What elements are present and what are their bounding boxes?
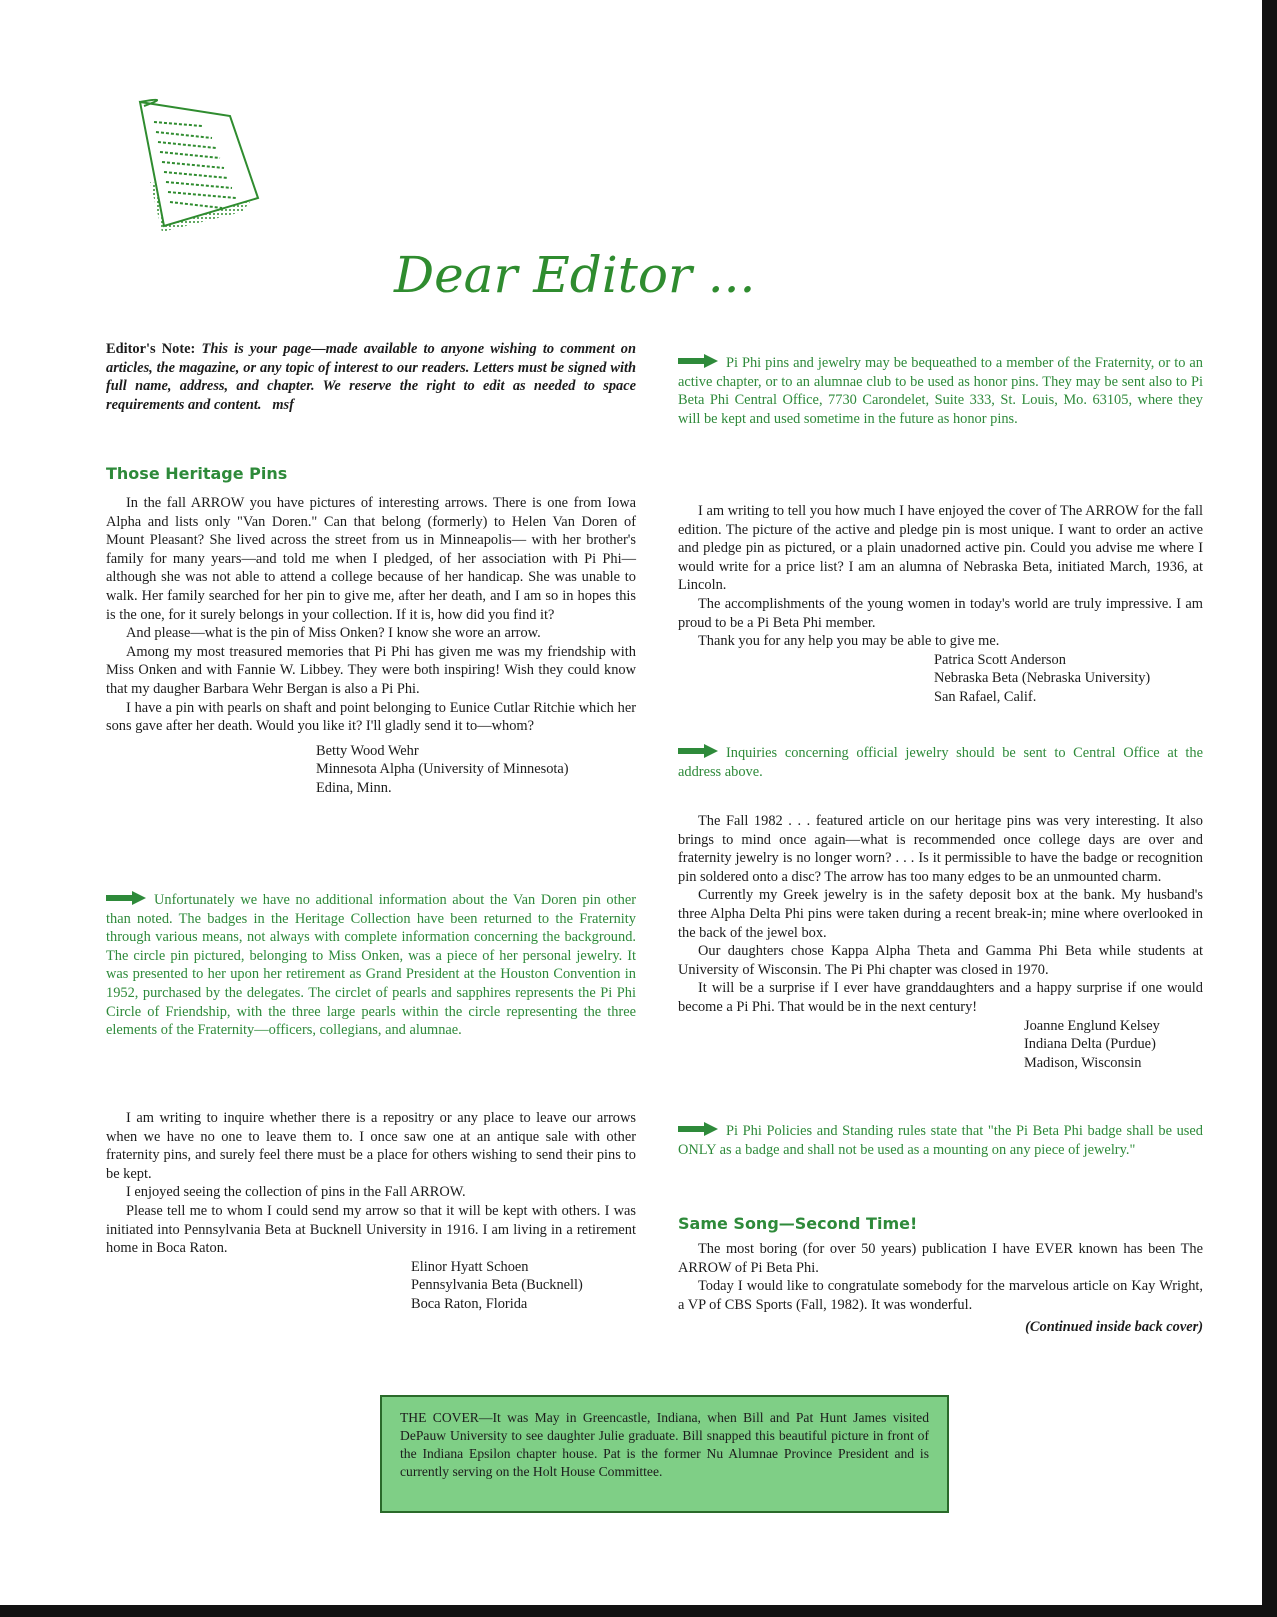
letter-paragraph: I am writing to inquire whether there is a repositry or any place to leave our arrows when we have no one to leave them to. I once saw one at an antique sale with other fraternity pins, and surely feel there must be a place for others wishing to send their pins to be kept. — [106, 1110, 636, 1182]
signature-name: Betty Wood Wehr — [316, 742, 419, 759]
letter-paragraph: I am writing to tell you how much I have enjoyed the cover of The ARROW for the fall edition. The picture of the active and pledge pin is most unique. I want to order an active and pledge pin as pictured, or a plain unadorned active pin. Could you advise me where I would write for a price list? I am an alumna of Nebraska Beta, initiated March, 1936, at Lincoln. — [678, 503, 1203, 594]
signature — [316, 742, 636, 798]
signature-city: Boca Raton, Florida — [411, 1295, 528, 1312]
signature-city: Edina, Minn. — [316, 779, 392, 796]
signature-chapter: Nebraska Beta (Nebraska University) — [934, 670, 1151, 687]
arrow-icon — [678, 744, 718, 758]
reply-text: Pi Phi Policies and Standing rules state that "the Pi Beta Phi badge shall be used ONLY as a badge and shall not be used as a mounting on any piece of jewelry." — [678, 1123, 1203, 1158]
arrow-icon — [678, 1122, 718, 1136]
editors-note-initials: msf — [272, 396, 294, 413]
cover-caption-box — [380, 1395, 949, 1513]
signature-name: Patrica Scott Anderson — [934, 651, 1066, 668]
editor-reply — [678, 744, 1203, 781]
letter-paragraph: Thank you for any help you may be able to give me. — [698, 633, 1000, 650]
signature-city: Madison, Wisconsin — [1024, 1054, 1142, 1071]
letter-paragraph: Our daughters chose Kappa Alpha Theta and Gamma Phi Beta while students at University of Wisconsin. The Pi Phi chapter was closed in 1970. — [678, 943, 1203, 978]
arrow-icon — [106, 891, 146, 905]
same-song-section — [678, 1214, 1203, 1337]
reply-text: Unfortunately we have no additional information about the Van Doren pin other than noted. The badges in the Heritage Collection have been returned to the Fraternity through various means, not always with complete information concerning the background. The circle pin pictured, belonging to Miss Onken, was a piece of her personal jewelry. It was presented to her upon her retirement as Grand President at the Houston Convention in 1952, purchased by the delegates. The circlet of pearls and sapphires represents the Pi Phi Circle of Friendship, with the three large pearls within the circle representing the three elements of the Fraternity—officers, collegians, and alumnae. — [106, 892, 636, 1039]
letter — [106, 1109, 636, 1314]
signature-name: Elinor Hyatt Schoen — [411, 1258, 529, 1275]
editor-reply — [678, 1122, 1203, 1159]
heritage-section — [106, 464, 636, 798]
section-heading: Those Heritage Pins — [106, 464, 288, 483]
section-heading: Same Song—Second Time! — [678, 1214, 918, 1233]
letter-paragraph: Today I would like to congratulate somebody for the marvelous article on Kay Wright, a VP of CBS Sports (Fall, 1982). It was wonderful. — [678, 1278, 1203, 1313]
page-edge-bottom — [0, 1605, 1277, 1617]
cover-caption: THE COVER—It was May in Greencastle, Indiana, when Bill and Pat Hunt James visited DePauw University to see daughter Julie graduate. Bill snapped this beautiful picture in front of the Indiana Epsilon chapter house. Pat is the former Nu Alumnae Province President and is currently serving on the Holt House Committee. — [400, 1410, 929, 1479]
arrow-icon — [678, 354, 718, 368]
letter-paragraph: Among my most treasured memories that Pi Phi has given me was my friendship with Miss Onken and with Fannie W. Libbey. They were both inspiring! Wish they could know that my daugher Barbara Wehr Bergan is also a Pi Phi. — [106, 643, 636, 697]
signature-name: Joanne Englund Kelsey — [1024, 1017, 1160, 1034]
letter — [678, 502, 1203, 707]
letter-paragraph: And please—what is the pin of Miss Onken? I know she wore an arrow. — [126, 625, 541, 642]
signature-chapter: Pennsylvania Beta (Bucknell) — [411, 1277, 583, 1294]
letter-paragraph: The Fall 1982 . . . featured article on our heritage pins was very interesting. It also brings to mind once again—what is recommended once college days are over and fraternity jewelry is no longer worn? . . . Is it permissible to have the badge or recognition pin soldered onto a disc? The arrow has too many edges to be an unmounted charm. — [678, 813, 1203, 885]
letter-paragraph: I have a pin with pearls on shaft and point belonging to Eunice Cutlar Ritchie which her sons gave after her death. Would you like it? I'll gladly send it to—whom? — [106, 699, 636, 735]
editors-note-text: This is your page—made available to anyone wishing to comment on articles, the magazine, or any topic of interest to our readers. Letters must be signed with full name, address, and chapter. We reserve the right to edit as needed to space requirements and content. — [106, 341, 636, 413]
editors-note — [106, 340, 636, 414]
reply-text: Pi Phi pins and jewelry may be bequeathed to a member of the Fraternity, or to an active chapter, or to an alumnae club to be used as honor pins. They may be sent also to Pi Beta Phi Central Office, 7730 Carondelet, Suite 333, St. Louis, Mo. 63105, where they will be kept and used sometime in the future as honor pins. — [678, 355, 1203, 427]
letter-paragraph: Please tell me to whom I could send my arrow so that it will be kept with others. I was initiated into Pennsylvania Beta at Bucknell University in 1916. I am living in a retirement home in Boca Raton. — [106, 1202, 636, 1257]
letter-paragraph: Currently my Greek jewelry is in the safety deposit box at the bank. My husband's three Alpha Delta Phi pins were taken during a recent break-in; mine where overlooked in the back of the jewel box. — [678, 887, 1203, 941]
reply-text: Inquiries concerning official jewelry should be sent to Central Office at the address above. — [678, 745, 1203, 780]
letter-paragraph: It will be a surprise if I ever have granddaughters and a happy surprise if one would become a Pi Phi. That would be in the next century! — [678, 980, 1203, 1015]
letter-paragraph: I enjoyed seeing the collection of pins in the Fall ARROW. — [126, 1184, 466, 1201]
masthead — [132, 92, 756, 304]
letter-icon — [132, 92, 292, 242]
editor-reply — [106, 891, 636, 1040]
letter-paragraph: The accomplishments of the young women in today's world are truly impressive. I am proud to be a Pi Beta Phi member. — [678, 595, 1203, 631]
continued-note: (Continued inside back cover) — [1025, 1319, 1203, 1336]
page-edge-right — [1262, 0, 1277, 1617]
signature-chapter: Minnesota Alpha (University of Minnesota) — [316, 761, 569, 778]
signature-chapter: Indiana Delta (Purdue) — [1024, 1036, 1156, 1053]
letter-paragraph: In the fall ARROW you have pictures of interesting arrows. There is one from Iowa Alpha and lists only "Van Doren." Can that belong (formerly) to Helen Van Doren of Mount Pleasant? She lived across the street from us in Minneapolis— with her brother's family for many years—and told me when I pledged, of her association with Pi Phi—although she was not able to attend a college because of her handicap. She was unable to walk. Her family searched for her pin to give me, after her death, and I am so in hopes this is the one, for it surely belongs in your collection. If it is, how did you find it? — [106, 495, 636, 623]
letter-paragraph: The most boring (for over 50 years) publication I have EVER known has been The ARROW of Pi Beta Phi. — [678, 1241, 1203, 1276]
signature — [934, 651, 1203, 707]
editor-reply — [678, 354, 1203, 428]
signature — [411, 1258, 636, 1314]
masthead-title: Dear Editor ... — [394, 246, 756, 304]
letter — [678, 812, 1203, 1072]
editors-note-label: Editor's Note: — [106, 341, 196, 357]
signature-city: San Rafael, Calif. — [934, 688, 1037, 705]
signature — [1024, 1017, 1203, 1073]
